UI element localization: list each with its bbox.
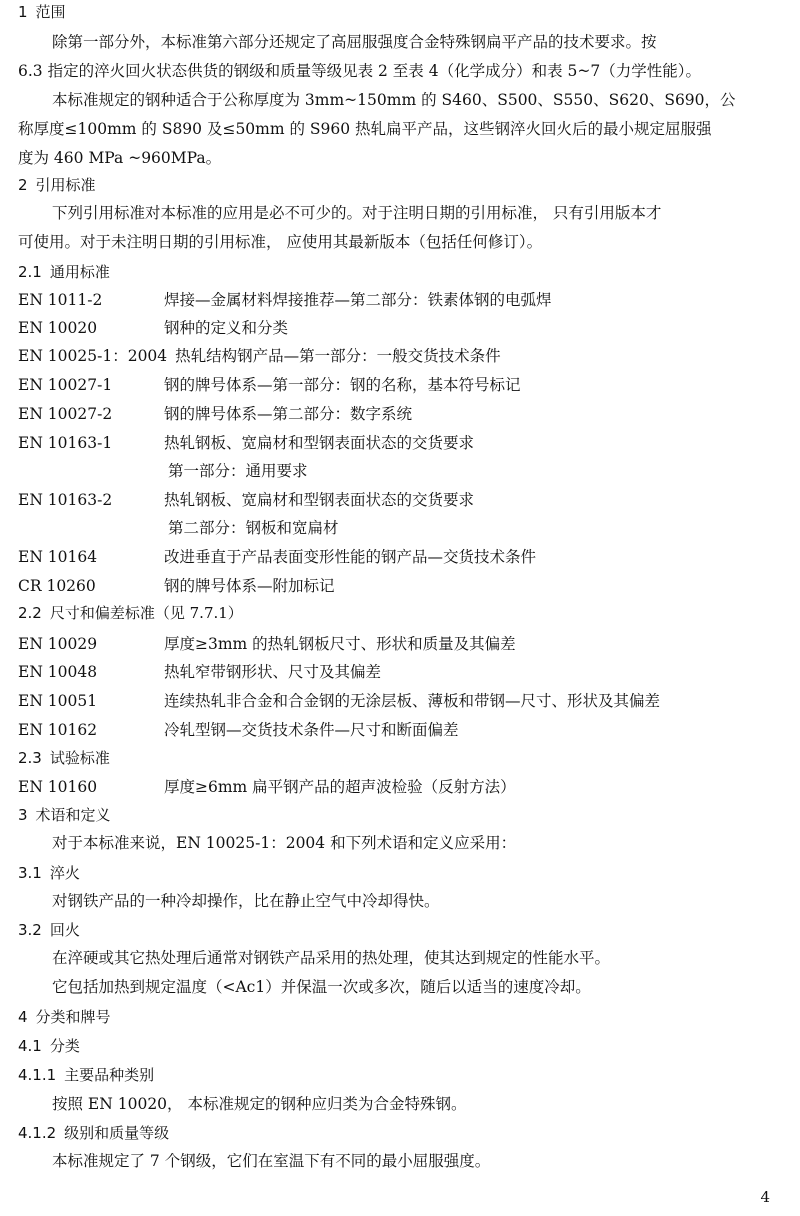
section-number: 2.1	[18, 263, 42, 281]
section-number: 1	[18, 3, 28, 21]
reference-title: 钢的牌号体系—第二部分：数字系统	[164, 405, 413, 423]
reference-title: 冷轧型钢—交货技术条件—尺寸和断面偏差	[164, 721, 459, 739]
section-heading-2-1	[18, 262, 110, 282]
section-title: 分类和牌号	[35, 1008, 111, 1026]
section-heading-3-2	[18, 920, 80, 940]
section-title: 级别和质量等级	[64, 1124, 170, 1142]
section-title: 分类	[49, 1037, 80, 1055]
reference-title: 热轧钢板、宽扁材和型钢表面状态的交货要求	[164, 434, 475, 452]
section-number: 4.1.1	[18, 1066, 57, 1084]
section-number: 2.3	[18, 749, 42, 767]
text-line: 按照 EN 10020， 本标准规定的钢种应归类为合金特殊钢。	[52, 1095, 467, 1113]
reference-code: EN 10048	[18, 663, 98, 681]
section-heading-4-1	[18, 1036, 80, 1056]
text-line: 本标准规定的钢种适合于公称厚度为 3mm~150mm 的 S460、S500、S550、S620、S690，公	[52, 91, 736, 109]
section-heading-4-1-2	[18, 1123, 169, 1143]
text-line: 它包括加热到规定温度（<Ac1）并保温一次或多次，随后以适当的速度冷却。	[52, 978, 591, 996]
section-heading-3-1	[18, 863, 80, 883]
paragraph-scope-1	[18, 28, 770, 86]
text-line: 除第一部分外，本标准第六部分还规定了高屈服强度合金特殊钢扁平产品的技术要求。按	[52, 33, 657, 51]
reference-code: EN 10162	[18, 721, 98, 739]
reference-title: 厚度≥6mm 扁平钢产品的超声波检验（反射方法）	[164, 778, 516, 796]
section-number: 3.1	[18, 864, 42, 882]
paragraph-normative-refs	[18, 199, 770, 257]
reference-title: 热轧钢板、宽扁材和型钢表面状态的交货要求	[164, 491, 475, 509]
section-title: 试验标准	[49, 749, 110, 767]
section-note: （见 7.7.1）	[154, 604, 243, 622]
section-number: 3.2	[18, 921, 42, 939]
section-title: 主要品种类别	[64, 1066, 155, 1084]
reference-row	[18, 346, 501, 366]
paragraph-terms	[18, 829, 770, 858]
reference-code: EN 10025-1：2004	[18, 347, 168, 365]
reference-code: EN 10164	[18, 548, 98, 566]
text-line: 6.3 指定的淬火回火状态供货的钢级和质量等级见表 2 至表 4（化学成分）和表 5~7（力学性能）。	[18, 62, 701, 80]
reference-title: 钢的牌号体系—第一部分：钢的名称，基本符号标记	[164, 376, 521, 394]
reference-code: EN 10029	[18, 635, 98, 653]
reference-code: CR 10260	[18, 577, 96, 595]
section-number: 4.1.2	[18, 1124, 57, 1142]
reference-title: 改进垂直于产品表面变形性能的钢产品—交货技术条件	[164, 548, 537, 566]
section-number: 2.2	[18, 604, 42, 622]
paragraph-scope-2	[18, 86, 770, 173]
text-line: 可使用。对于未注明日期的引用标准， 应使用其最新版本（包括任何修订）。	[18, 233, 543, 251]
text-line: 在淬硬或其它热处理后通常对钢铁产品采用的热处理，使其达到规定的性能水平。	[52, 949, 611, 967]
reference-title: 热轧结构钢产品—第一部分：一般交货技术条件	[175, 347, 501, 365]
text-line: 对钢铁产品的一种冷却操作，比在静止空气中冷却得快。	[52, 892, 440, 910]
section-heading-2-2	[18, 603, 243, 623]
reference-title: 焊接—金属材料焊接推荐—第二部分：铁素体钢的电弧焊	[164, 291, 552, 309]
section-title: 淬火	[49, 864, 80, 882]
section-title: 回火	[49, 921, 80, 939]
section-title: 尺寸和偏差标准	[49, 604, 155, 622]
section-heading-1	[18, 2, 66, 22]
reference-code: EN 1011-2	[18, 291, 103, 309]
section-heading-2-3	[18, 748, 110, 768]
text-line: 称厚度≤100mm 的 S890 及≤50mm 的 S960 热轧扁平产品，这些钢淬火回火后的最小规定屈服强	[18, 120, 712, 138]
reference-title: 钢的牌号体系—附加标记	[164, 577, 335, 595]
paragraph-quenching	[18, 887, 770, 916]
section-title: 范围	[35, 3, 66, 21]
text-line: 度为 460 MPa ~960MPa。	[18, 149, 222, 167]
reference-code: EN 10163-1	[18, 434, 113, 452]
section-number: 3	[18, 806, 28, 824]
reference-title: 热轧窄带钢形状、尺寸及其偏差	[164, 663, 382, 681]
section-number: 4.1	[18, 1037, 42, 1055]
section-heading-4-1-1	[18, 1065, 154, 1085]
section-heading-2	[18, 175, 96, 195]
section-number: 2	[18, 176, 28, 194]
reference-title: 连续热轧非合金和合金钢的无涂层板、薄板和带钢—尺寸、形状及其偏差	[164, 692, 661, 710]
reference-code: EN 10020	[18, 319, 98, 337]
reference-code: EN 10027-1	[18, 376, 113, 394]
paragraph-grades	[18, 1147, 770, 1176]
text-line: 对于本标准来说，EN 10025-1：2004 和下列术语和定义应采用：	[52, 834, 517, 852]
reference-title-continued: 第二部分：钢板和宽扁材	[168, 519, 339, 537]
reference-code: EN 10051	[18, 692, 98, 710]
paragraph-tempering	[18, 944, 770, 1002]
text-line: 下列引用标准对本标准的应用是必不可少的。对于注明日期的引用标准， 只有引用版本才	[52, 204, 662, 222]
reference-title: 钢种的定义和分类	[164, 319, 289, 337]
section-heading-4	[18, 1007, 111, 1027]
reference-code: EN 10163-2	[18, 491, 113, 509]
section-title: 引用标准	[35, 176, 96, 194]
reference-code: EN 10027-2	[18, 405, 113, 423]
reference-code: EN 10160	[18, 778, 98, 796]
section-title: 通用标准	[49, 263, 110, 281]
reference-title-continued: 第一部分：通用要求	[168, 462, 308, 480]
page-number: 4	[760, 1188, 770, 1206]
section-title: 术语和定义	[35, 806, 111, 824]
reference-title: 厚度≥3mm 的热轧钢板尺寸、形状和质量及其偏差	[164, 635, 516, 653]
section-number: 4	[18, 1008, 28, 1026]
text-line: 本标准规定了 7 个钢级，它们在室温下有不同的最小屈服强度。	[52, 1152, 491, 1170]
section-heading-3	[18, 805, 111, 825]
paragraph-main-class	[18, 1090, 770, 1119]
